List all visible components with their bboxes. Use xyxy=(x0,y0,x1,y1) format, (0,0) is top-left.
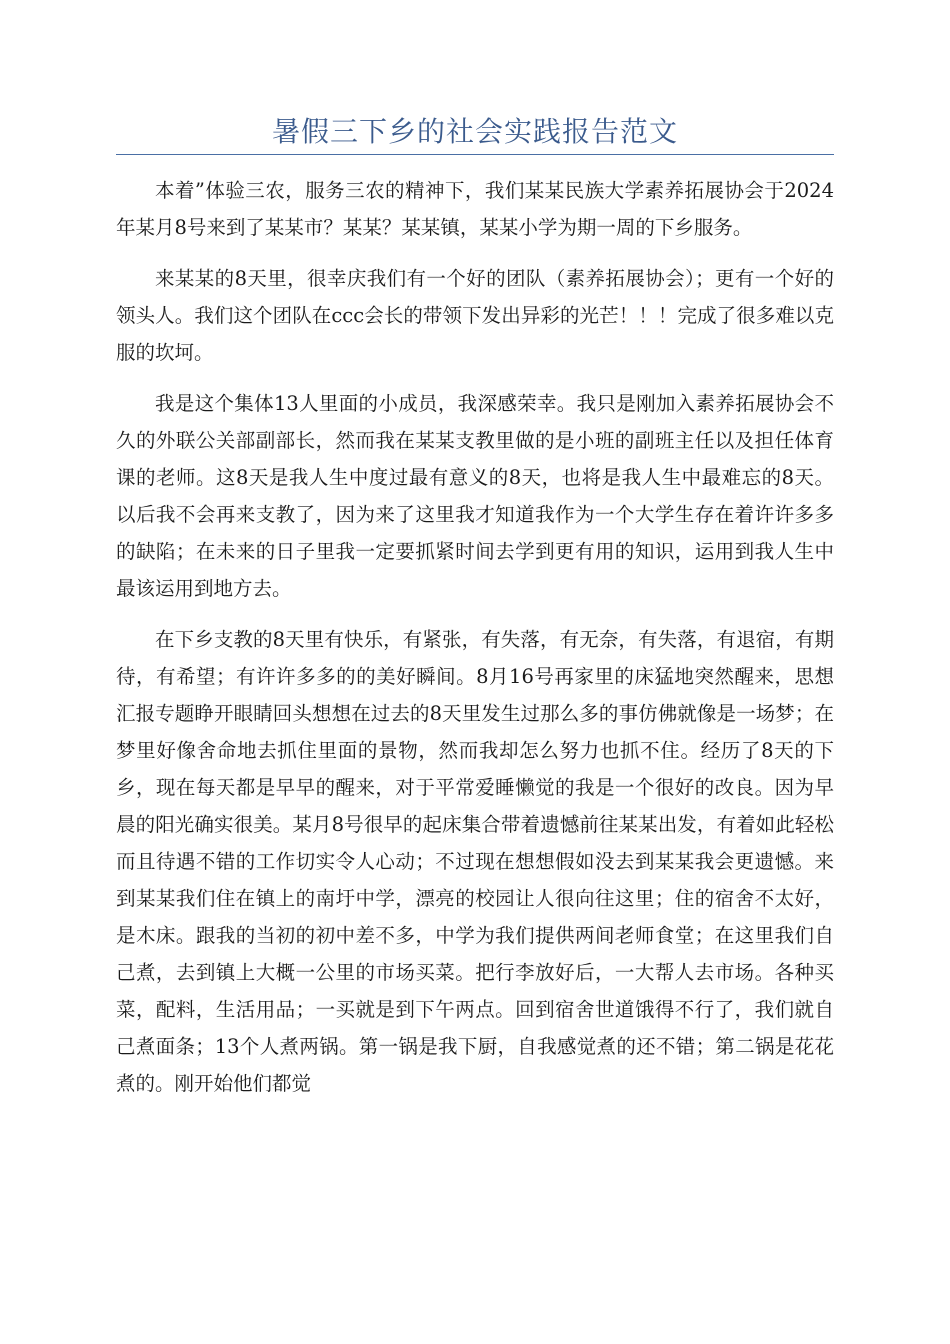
paragraph-3: 我是这个集体13人里面的小成员，我深感荣幸。我只是刚加入素养拓展协会不久的外联公关部副部长，然而我在某某支教里做的是小班的副班主任以及担任体育课的老师。这8天是我人生中度过最有意义的8天，也将是我人生中最难忘的8天。以后我不会再来支教了，因为来了这里我才知道我作为一个大学生存在着许许多多的缺陷；在未来的日子里我一定要抓紧时间去学到更有用的知识，运用到我人生中最该运用到地方去。 xyxy=(116,392,834,600)
paragraph-2: 来某某的8天里，很幸庆我们有一个好的团队（素养拓展协会）；更有一个好的领头人。我们这个团队在ccc会长的带领下发出异彩的光芒！！！完成了很多难以克服的坎坷。 xyxy=(116,267,834,364)
document-body xyxy=(116,172,834,1116)
paragraph-1: 本着”体验三农，服务三农的精神下，我们某某民族大学素养拓展协会于2024年某月8号来到了某某市？某某？某某镇，某某小学为期一周的下乡服务。 xyxy=(116,179,834,239)
title-divider xyxy=(116,154,834,155)
page-title: 暑假三下乡的社会实践报告范文 xyxy=(271,115,678,148)
paragraph-4: 在下乡支教的8天里有快乐，有紧张，有失落，有无奈，有失落，有退宿，有期待，有希望；有许许多多的的美好瞬间。8月16号再家里的床猛地突然醒来，思想汇报专题睁开眼睛回头想想在过去的8天里发生过那么多的事仿佛就像是一场梦；在梦里好像舍命地去抓住里面的景物，然而我却怎么努力也抓不住。经历了8天的下乡，现在每天都是早早的醒来，对于平常爱睡懒觉的我是一个很好的改良。因为早晨的阳光确实很美。某月8号很早的起床集合带着遗憾前往某某出发，有着如此轻松而且待遇不错的工作切实令人心动；不过现在想想假如没去到某某我会更遗憾。来到某某我们住在镇上的南圩中学，漂亮的校园让人很向往这里；住的宿舍不太好，是木床。跟我的当初的初中差不多，中学为我们提供两间老师食堂；在这里我们自己煮，去到镇上大概一公里的市场买菜。把行李放好后，一大帮人去市场。各种买菜，配料，生活用品；一买就是到下午两点。回到宿舍世道饿得不行了，我们就自己煮面条；13个人煮两锅。第一锅是我下厨，自我感觉煮的还不错；第二锅是花花煮的。刚开始他们都觉 xyxy=(116,628,834,1095)
